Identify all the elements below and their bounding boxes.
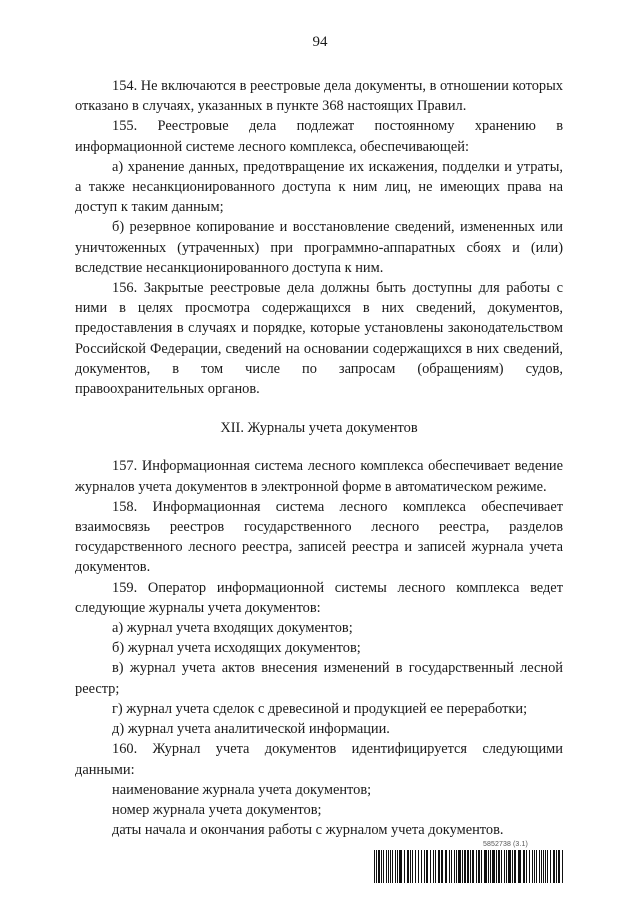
barcode-bar [456,850,457,883]
barcode-bar [506,850,507,883]
paragraph-156: 156. Закрытые реестровые дела должны быть доступны для работы с ними в целях просмотра содержащихся в них сведений, документов, предоставления в случаях и порядке, которые установлены законодательством Российской Федерации, сведений на основании содержащихся в них сведений, документов, в том числе по запросам (обращениям) судов, правоохранительных органов. [75,280,563,398]
barcode-bar [536,850,537,883]
barcode-bar [523,850,525,883]
barcode-bar [504,850,505,883]
paragraph-159-d: д) журнал учета аналитической информации. [112,721,390,738]
barcode-bar [421,850,422,883]
paragraph-155: 155. Реестровые дела подлежат постоянному хранению в информационной системе лесного комплекса, обеспечивающей: [75,118,563,155]
barcode-bar [445,850,447,883]
barcode-bar [395,850,396,883]
barcode-bar [501,850,502,883]
paragraph-159-b: б) журнал учета исходящих документов; [112,640,361,657]
barcode-bar [412,850,413,883]
barcode-bar [539,850,540,883]
barcode-bar [558,850,560,883]
barcode-bar [498,850,500,883]
barcode-bar [410,850,411,883]
barcode-bar [451,850,452,883]
barcode-bar [541,850,542,883]
barcode-bar [488,850,489,883]
barcode-bar [490,850,491,883]
barcode-bar [470,850,471,883]
barcode-bar [508,850,511,883]
barcode-bar [545,850,546,883]
barcode-bar [562,850,563,883]
paragraph-160-item-3: даты начала и окончания работы с журналом учета документов. [112,822,504,839]
barcode-bar [464,850,466,883]
barcode-bar [383,850,384,883]
barcode-bar [426,850,428,883]
barcode-bar [441,850,443,883]
barcode-bar [512,850,513,883]
paragraph-159: 159. Оператор информационной системы лесного комплекса ведет следующие журналы учета документов: [75,579,563,616]
barcode-bar [424,850,425,883]
barcode-bar [462,850,463,883]
barcode-bar [476,850,477,883]
paragraph-160-item-2: номер журнала учета документов; [112,801,322,818]
barcode-bar [547,850,548,883]
barcode-bar [526,850,527,883]
barcode-bar [418,850,419,883]
barcode-bar [374,850,375,883]
barcode-bar [390,850,391,883]
barcode-bar [430,850,431,883]
barcode-bar [553,850,555,883]
barcode-bar [407,850,409,883]
barcode-bar [484,850,487,883]
paragraph-160-item-1: наименование журнала учета документов; [112,781,372,798]
section-heading: XII. Журналы учета документов [220,420,418,437]
barcode-bar [518,850,521,883]
paragraph-155-a: а) хранение данных, предотвращение их искажения, подделки и утраты, а также несанкционированного доступа к ним лиц, не имеющих права на доступ к таким данным; [75,158,563,216]
barcode-bar [532,850,533,883]
barcode-bar [492,850,495,883]
paragraph-159-v: в) журнал учета актов внесения изменений в государственный лесной реестр; [75,660,563,697]
document-stamp: 5852738 (3.1) [483,841,528,848]
paragraph-159-g: г) журнал учета сделок с древесиной и продукцией ее переработки; [112,700,528,717]
barcode-bar [556,850,557,883]
barcode-bar [435,850,436,883]
barcode-bar [438,850,440,883]
paragraph-158: 158. Информационная система лесного комплекса обеспечивает взаимосвязь реестров государственного лесного реестра, разделов государственного лесного реестра, записей реестра и записей журнала учета документов. [75,498,563,576]
barcode-bar [449,850,450,883]
barcode-bar [381,850,382,883]
barcode-bar [378,850,380,883]
barcode-bar [397,850,398,883]
barcode-bar [529,850,530,883]
barcode-bar [376,850,377,883]
barcode-bar [481,850,482,883]
page-number: 94 [312,34,328,50]
paragraph-154: 154. Не включаются в реестровые дела документы, в отношении которых отказано в случаях, указанных в пункте 368 настоящих Правил. [75,78,563,115]
barcode-bar [472,850,474,883]
barcode-bar [543,850,544,883]
barcode-bar [388,850,389,883]
barcode-bar [467,850,469,883]
barcode-bar [454,850,455,883]
barcode-bar [433,850,434,883]
barcode-bar [386,850,387,883]
paragraph-155-b: б) резервное копирование и восстановление сведений, измененных или уничтоженных (утраченных) при программно-аппаратных сбоях и (или) вследствие несанкционированного доступа к ним. [75,219,563,276]
barcode-icon [374,850,564,883]
barcode-bar [478,850,480,883]
barcode-bar [415,850,416,883]
paragraph-157: 157. Информационная система лесного комплекса обеспечивает ведение журналов учета документов в электронной форме в автоматическом режиме. [75,458,563,495]
barcode-bar [392,850,393,883]
paragraph-160: 160. Журнал учета документов идентифицируется следующими данными: [75,741,563,778]
barcode-bar [514,850,516,883]
barcode-bar [496,850,497,883]
paragraph-159-a: а) журнал учета входящих документов; [112,620,353,637]
barcode-bar [550,850,551,883]
barcode-bar [458,850,461,883]
barcode-bar [404,850,405,883]
document-body [75,76,563,840]
barcode-bar [399,850,402,883]
barcode-bar [534,850,535,883]
